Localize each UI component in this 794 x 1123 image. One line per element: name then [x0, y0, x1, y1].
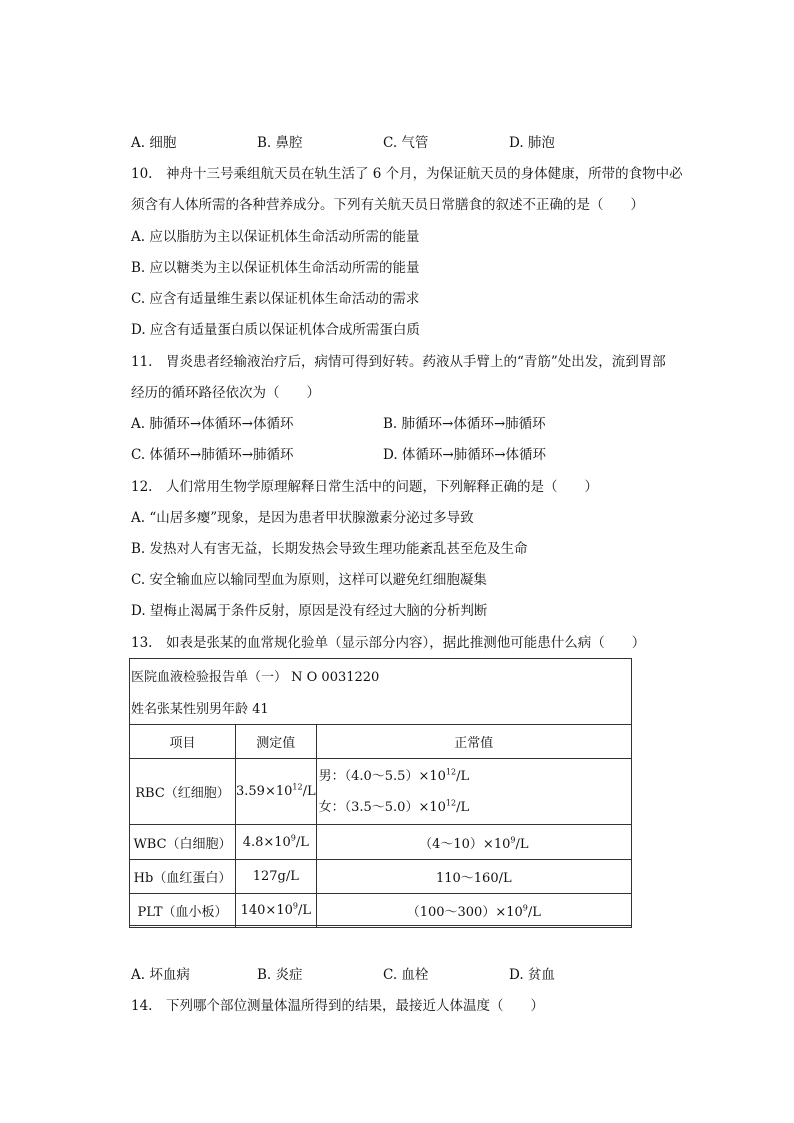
q11-options-row1: [131, 414, 691, 434]
q13-option-a: A. 坏血病: [131, 967, 190, 983]
rbc-normal: [316, 759, 631, 825]
report-patient-info: 姓名张某性别男年龄 41: [131, 702, 269, 717]
q13-option-b: B. 炎症: [257, 967, 303, 983]
q12-option-a: A. “山居多瘿”现象，是因为患者甲状腺激素分泌过多导致: [131, 510, 474, 526]
hb-normal: 110～160/L: [316, 860, 631, 894]
rbc-normal-female: 女：$(3.5\sim 5.0)\times 10^{12}/L$: [318, 798, 470, 815]
q13-stem-line1: 13. 如表是张某的血常规化验单（显示部分内容），据此推测他可能患什么病（ ）: [131, 635, 646, 651]
plt-item: PLT（血小板）: [130, 894, 236, 928]
header-normal: 正常值: [316, 725, 631, 759]
header-value: 测定值: [236, 725, 317, 759]
q9-option-c: C. 气管: [383, 135, 429, 151]
q10-option-b: B. 应以糖类为主以保证机体生命活动所需的能量: [131, 260, 420, 276]
hb-item: Hb（血红蛋白）: [130, 860, 236, 894]
q14-stem-line1: 14. 下列哪个部位测量体温所得到的结果，最接近人体温度（ ）: [131, 998, 544, 1014]
q12-option-b: B. 发热对人有害无益，长期发热会导致生理功能紊乱甚至危及生命: [131, 541, 528, 557]
header-item: 项目: [130, 725, 236, 759]
q10-stem-line1: 10. 神舟十三号乘组航天员在轨生活了 6 个月，为保证航天员的身体健康，所带的食物中必: [131, 166, 683, 182]
table-row-rbc: [130, 759, 632, 825]
rbc-item: RBC（红细胞）: [130, 759, 236, 825]
q9-option-a: A. 细胞: [131, 135, 177, 151]
q12-option-d: D. 望梅止渴属于条件反射，原因是没有经过大脑的分析判断: [131, 603, 488, 619]
q9-options: [131, 133, 691, 153]
q10-option-c: C. 应含有适量维生素以保证机体生命活动的需求: [131, 291, 420, 307]
q11-options-row2: [131, 445, 691, 465]
q10-option-d: D. 应含有适量蛋白质以保证机体合成所需蛋白质: [131, 322, 420, 338]
report-table: [129, 724, 632, 928]
wbc-normal: $(4\sim 10)\times 10^9/L$: [316, 825, 631, 860]
q12-stem-line1: 12. 人们常用生物学原理解释日常生活中的问题，下列解释正确的是（ ）: [131, 479, 598, 495]
q11-option-d: D. 体循环→肺循环→体循环: [383, 447, 547, 463]
q13-option-d: D. 贫血: [509, 967, 555, 983]
q13-options: [131, 965, 691, 985]
report-title: 医院血液检验报告单（一） N O 0031220: [131, 670, 380, 685]
rbc-normal-male: 男：$(4.0\sim 5.5)\times 10^{12}/L$: [318, 767, 470, 784]
q11-stem-line1: 11. 胃炎患者经输液治疗后，病情可得到好转。药液从手臂上的“青筋”处出发，流到胃部: [131, 354, 666, 370]
q10-option-a: A. 应以脂肪为主以保证机体生命活动所需的能量: [131, 229, 420, 245]
table-row-wbc: [130, 825, 632, 860]
report-header-row: [130, 725, 632, 759]
blood-test-report: [129, 658, 632, 926]
plt-normal: $(100\sim 300)\times 10^9/L$: [316, 894, 631, 928]
wbc-item: WBC（白细胞）: [130, 825, 236, 860]
q11-stem-line2: 经历的循环路径依次为（ ）: [131, 385, 320, 401]
table-row-plt: [130, 894, 632, 928]
q12-option-c: C. 安全输血应以输同型血为原则，这样可以避免红细胞凝集: [131, 572, 487, 588]
q10-stem-line2: 须含有人体所需的各种营养成分。下列有关航天员日常膳食的叙述不正确的是（ ）: [131, 197, 644, 213]
q9-option-d: D. 肺泡: [509, 135, 555, 151]
plt-value: $140\times 10^9/L$: [236, 894, 317, 928]
table-row-hb: [130, 860, 632, 894]
rbc-value: $3.59\times 10^{12}/L$: [236, 759, 317, 825]
q11-option-a: A. 肺循环→体循环→体循环: [131, 416, 294, 432]
q11-option-b: B. 肺循环→体循环→肺循环: [383, 416, 546, 432]
q13-option-c: C. 血栓: [383, 967, 429, 983]
q11-option-c: C. 体循环→肺循环→肺循环: [131, 447, 294, 463]
wbc-value: $4.8\times 10^9/L$: [236, 825, 317, 860]
hb-value: 127g/L: [236, 860, 317, 894]
q9-option-b: B. 鼻腔: [257, 135, 303, 151]
